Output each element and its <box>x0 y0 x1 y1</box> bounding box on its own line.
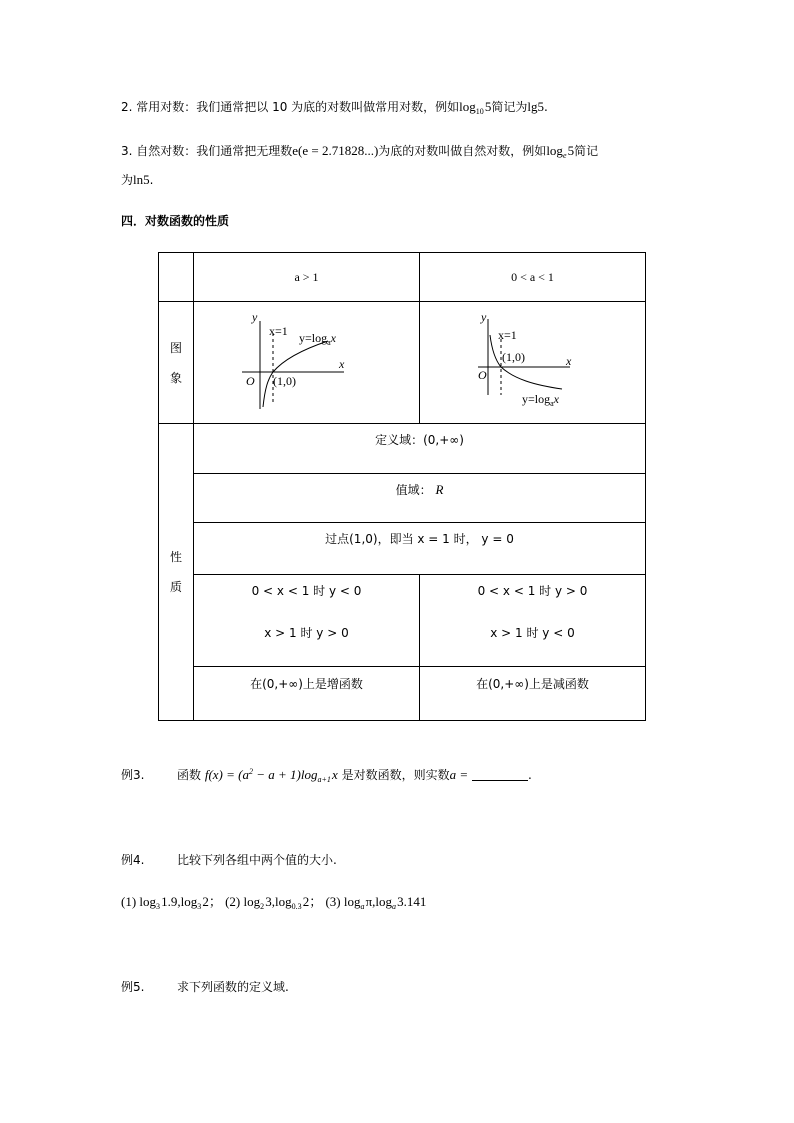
graph-label-cell <box>159 302 194 424</box>
range-cell <box>194 474 646 523</box>
para3-line2-lead: 为 <box>121 173 134 187</box>
para2-end: . <box>544 100 548 114</box>
mono-right-cell: 在(0,+∞)上是减函数 <box>420 667 646 721</box>
x-eq-1-label: x=1 <box>268 323 288 338</box>
table-passes-row <box>159 523 646 575</box>
range-label: 值域： <box>395 483 432 497</box>
property-label-cell <box>159 424 194 721</box>
ex3-label: 例3. <box>121 768 145 782</box>
graph-label-2: 象 <box>169 370 182 385</box>
graph-decreasing-cell <box>420 302 646 424</box>
graph-increasing <box>242 313 372 413</box>
ex3-formula: $f(x) = (a^2 - a + 1)\log_{a+1}$ x <box>204 767 338 784</box>
curve-label: $y=\log_ax$ <box>298 330 336 347</box>
ex4-label: 例4. <box>121 853 145 867</box>
x-axis-label: x <box>338 356 344 371</box>
ex4-text: 比较下列各组中两个值的大小. <box>177 853 337 867</box>
para3-mid: 为底的对数叫做自然对数，例如 <box>378 144 547 158</box>
ex3-end: . <box>527 768 532 782</box>
ex3-a-eq: a = <box>449 767 469 782</box>
point-label: (1,0) <box>501 349 525 364</box>
section-title: 四．对数函数的性质 <box>121 214 230 228</box>
example-3 <box>121 767 532 783</box>
header-a-gt-1: a > 1 <box>194 253 420 302</box>
right-ineq-2: x > 1 时 y < 0 <box>490 626 575 640</box>
table-mono-row <box>159 667 646 721</box>
passes-cell: 过点(1,0)，即当 x = 1 时， y = 0 <box>194 523 646 575</box>
table-sign-row <box>159 575 646 667</box>
paragraph-common-log <box>121 99 548 115</box>
y-axis-label: y <box>251 312 257 324</box>
para3-arg: 5 <box>567 143 575 158</box>
graph-decreasing <box>478 313 588 413</box>
para3-lead: 3. 自然对数：我们通常把无理数 <box>121 144 293 158</box>
para2-arg: 5 <box>484 99 492 114</box>
property-label-1: 性 <box>169 550 182 564</box>
table-domain-row <box>159 424 646 474</box>
para2-mid: 简记为 <box>491 100 528 114</box>
table-graph-row <box>159 302 646 424</box>
left-ineq-2: x > 1 时 y > 0 <box>264 626 349 640</box>
para3-log: log <box>546 143 563 158</box>
ex5-text: 求下列函数的定义域. <box>177 980 289 994</box>
para3-e-expr: e(e = 2.71828...) <box>292 143 379 158</box>
mono-left-cell: 在(0,+∞)上是增函数 <box>194 667 420 721</box>
para3-tail: 简记 <box>574 144 599 158</box>
paragraph-natural-log-line1 <box>121 143 598 159</box>
point-label: (1,0) <box>272 373 296 388</box>
sign-left-cell <box>194 575 420 667</box>
ex3-text-a: 函数 <box>177 768 202 782</box>
log-properties-table <box>158 252 646 721</box>
graph-label-1: 图 <box>169 340 182 355</box>
table-range-row <box>159 474 646 523</box>
left-ineq-1: 0 < x < 1 时 y < 0 <box>251 584 362 598</box>
property-label-2: 质 <box>169 580 182 594</box>
x-eq-1-label: x=1 <box>497 327 517 342</box>
ex3-answer-blank[interactable] <box>472 780 528 781</box>
curve-label: $y=\log_ax$ <box>521 391 559 408</box>
y-axis-label: y <box>480 312 486 324</box>
domain-cell: 定义域：(0,+∞) <box>194 424 646 474</box>
para3-result: ln5 <box>133 172 150 187</box>
origin-label: O <box>477 367 487 382</box>
x-axis-label: x <box>565 353 571 368</box>
para2-base: 10 <box>475 107 484 116</box>
corner-cell <box>159 253 194 302</box>
right-ineq-1: 0 < x < 1 时 y > 0 <box>477 584 588 598</box>
para2-result: lg5 <box>527 99 545 114</box>
paragraph-natural-log-line2 <box>121 172 153 188</box>
para3-end: . <box>149 173 154 187</box>
header-a-between: 0 < a < 1 <box>420 253 646 302</box>
para2-lead: 2. 常用对数：我们通常把以 10 为底的对数叫做常用对数，例如 <box>121 100 460 114</box>
ex5-label: 例5. <box>121 980 145 994</box>
origin-label: O <box>245 373 255 388</box>
example-5 <box>121 979 289 995</box>
decreasing-curve <box>490 335 562 389</box>
sign-right-cell <box>420 575 646 667</box>
example-4 <box>121 852 337 868</box>
range-value: R <box>435 482 444 497</box>
table-header-row <box>159 253 646 302</box>
para3-base: e <box>562 151 567 160</box>
graph-increasing-cell <box>194 302 420 424</box>
para2-log: log <box>459 99 476 114</box>
example-4-items: (1) $\log_3$ $1.9,\log_3$ 2； (2) $\log_2$ $3,\log_{0.3}$ 2； (3) $\log_a$ $\pi,\log_a$ 3.141 <box>121 894 427 911</box>
ex3-text-b: 是对数函数，则实数 <box>341 768 450 782</box>
